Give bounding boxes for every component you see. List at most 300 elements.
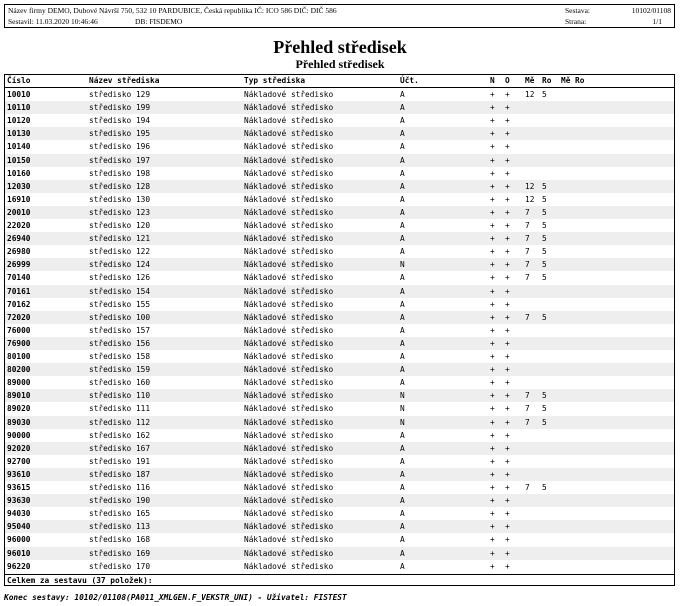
cell-name: středisko 120	[89, 221, 151, 230]
cell-name: středisko 160	[89, 378, 151, 388]
cell-account: A	[400, 181, 405, 191]
cell-type: Nákladové středisko	[244, 234, 334, 244]
cell-number: 10140	[7, 142, 31, 152]
table-row	[5, 285, 674, 298]
cell-type: Nákladové středisko	[244, 194, 334, 204]
cell-account: A	[400, 561, 405, 571]
table-total	[5, 574, 674, 587]
cell-o: +	[505, 391, 510, 401]
cell-type: Nákladové středisko	[244, 103, 334, 113]
cell-name: středisko 195	[89, 129, 151, 139]
table-row	[5, 507, 674, 520]
report-title: Přehled středisek	[273, 37, 407, 57]
cell-o: +	[505, 365, 510, 375]
cell-number: 76000	[7, 325, 31, 335]
cell-year: 5	[542, 404, 547, 414]
table-row	[5, 494, 674, 507]
cell-month: 7	[525, 273, 530, 283]
cell-account: A	[400, 378, 405, 388]
cost-centers-table	[4, 74, 675, 586]
table-row	[5, 324, 674, 337]
cell-month: 7	[525, 404, 530, 414]
cell-account: A	[400, 194, 405, 204]
cell-month: 7	[525, 221, 530, 230]
cell-number: 90000	[7, 430, 31, 440]
created-by: Sestavil: 11.03.2020 10:46:46	[8, 17, 98, 26]
company-info: Název firmy DEMO, Dubové Návrší 750, 532 10 PARDUBICE, Česká republika IČ: ICO 586 DIČ: DIČ 586	[8, 6, 337, 15]
table-row	[5, 363, 674, 376]
cell-n: +	[490, 168, 495, 178]
cell-n: +	[490, 469, 495, 479]
report-id-label: Sestava:	[565, 6, 590, 15]
cell-o: +	[505, 286, 510, 296]
cell-number: 70162	[7, 299, 31, 309]
cell-number: 80200	[7, 365, 31, 375]
cell-n: +	[490, 312, 495, 322]
cell-n: +	[490, 207, 495, 217]
cell-o: +	[505, 443, 510, 453]
cell-account: A	[400, 509, 405, 519]
cell-type: Nákladové středisko	[244, 299, 334, 309]
cell-number: 70140	[7, 273, 31, 283]
cell-o: +	[505, 273, 510, 283]
cell-account: A	[400, 247, 405, 257]
cell-account: A	[400, 142, 405, 152]
cell-account: N	[400, 260, 405, 270]
cell-n: +	[490, 299, 495, 309]
cell-type: Nákladové středisko	[244, 221, 334, 230]
database-name: DB: FISDEMO	[135, 17, 183, 26]
cell-type: Nákladové středisko	[244, 116, 334, 126]
cell-month: 7	[525, 234, 530, 244]
cell-name: středisko 159	[89, 365, 151, 375]
cell-number: 89030	[7, 417, 31, 427]
cell-name: středisko 169	[89, 548, 151, 558]
cell-type: Nákladové středisko	[244, 155, 334, 165]
cell-account: A	[400, 155, 405, 165]
cell-n: +	[490, 103, 495, 113]
cell-o: +	[505, 181, 510, 191]
cell-o: +	[505, 417, 510, 427]
cell-year: 5	[542, 273, 547, 283]
table-header	[5, 75, 674, 88]
cell-year: 5	[542, 312, 547, 322]
cell-name: středisko 191	[89, 456, 151, 466]
cell-number: 93615	[7, 483, 31, 492]
cell-n: +	[490, 417, 495, 427]
cell-o: +	[505, 142, 510, 152]
cell-name: středisko 111	[89, 404, 151, 414]
cell-type: Nákladové středisko	[244, 338, 334, 348]
cell-o: +	[505, 509, 510, 519]
table-row	[5, 140, 674, 153]
cell-type: Nákladové středisko	[244, 352, 334, 361]
table-row	[5, 468, 674, 481]
cell-o: +	[505, 338, 510, 348]
cell-n: +	[490, 181, 495, 191]
cell-o: +	[505, 561, 510, 571]
cell-name: středisko 165	[89, 509, 151, 519]
cell-number: 10150	[7, 155, 31, 165]
cell-n: +	[490, 325, 495, 335]
cell-number: 89020	[7, 404, 31, 414]
cell-o: +	[505, 207, 510, 217]
cell-month: 7	[525, 483, 530, 492]
cell-account: A	[400, 325, 405, 335]
cell-name: středisko 198	[89, 168, 151, 178]
table-row	[5, 101, 674, 114]
cell-name: středisko 194	[89, 116, 151, 126]
cell-o: +	[505, 116, 510, 126]
cell-number: 26940	[7, 234, 31, 244]
cell-number: 92700	[7, 456, 31, 466]
col-header-year-1: Ro	[542, 76, 552, 85]
table-row	[5, 180, 674, 193]
cell-type: Nákladové středisko	[244, 430, 334, 440]
cell-account: A	[400, 535, 405, 545]
cell-number: 26999	[7, 260, 31, 270]
cell-number: 94030	[7, 509, 31, 519]
cell-number: 80100	[7, 352, 31, 361]
cell-o: +	[505, 234, 510, 244]
col-header-year-2: Ro	[575, 76, 585, 85]
cell-number: 89010	[7, 391, 31, 401]
col-header-n: N	[490, 76, 495, 85]
cell-n: +	[490, 155, 495, 165]
cell-n: +	[490, 247, 495, 257]
cell-type: Nákladové středisko	[244, 483, 334, 492]
cell-n: +	[490, 338, 495, 348]
cell-name: středisko 129	[89, 90, 151, 99]
cell-n: +	[490, 509, 495, 519]
cell-name: středisko 110	[89, 391, 151, 401]
table-row	[5, 127, 674, 140]
col-header-month-1: Mě	[525, 76, 535, 85]
cell-type: Nákladové středisko	[244, 142, 334, 152]
cell-month: 7	[525, 312, 530, 322]
cell-month: 12	[525, 194, 535, 204]
cell-o: +	[505, 312, 510, 322]
cell-name: středisko 121	[89, 234, 151, 244]
cell-type: Nákladové středisko	[244, 404, 334, 414]
cell-number: 10010	[7, 90, 31, 99]
cell-n: +	[490, 116, 495, 126]
cell-number: 96000	[7, 535, 31, 545]
cell-o: +	[505, 155, 510, 165]
cell-year: 5	[542, 417, 547, 427]
cell-year: 5	[542, 207, 547, 217]
cell-name: středisko 155	[89, 299, 151, 309]
cell-n: +	[490, 129, 495, 139]
cell-account: A	[400, 312, 405, 322]
table-row	[5, 167, 674, 180]
table-row	[5, 350, 674, 363]
table-row	[5, 219, 674, 232]
cell-number: 96220	[7, 561, 31, 571]
cell-account: N	[400, 417, 405, 427]
cell-o: +	[505, 129, 510, 139]
cell-name: středisko 128	[89, 181, 151, 191]
cell-account: A	[400, 299, 405, 309]
cell-type: Nákladové středisko	[244, 273, 334, 283]
table-row	[5, 416, 674, 429]
table-row	[5, 429, 674, 442]
cell-account: A	[400, 338, 405, 348]
cell-account: A	[400, 443, 405, 453]
cell-account: A	[400, 469, 405, 479]
cell-number: 20010	[7, 207, 31, 217]
cell-account: A	[400, 286, 405, 296]
cell-o: +	[505, 352, 510, 361]
table-row	[5, 245, 674, 258]
cell-n: +	[490, 548, 495, 558]
cell-type: Nákladové středisko	[244, 129, 334, 139]
cell-number: 72020	[7, 312, 31, 322]
table-row	[5, 389, 674, 402]
cell-number: 92020	[7, 443, 31, 453]
cell-number: 95040	[7, 522, 31, 532]
cell-account: A	[400, 234, 405, 244]
cell-name: středisko 124	[89, 260, 151, 270]
cell-year: 5	[542, 247, 547, 257]
cell-month: 12	[525, 181, 535, 191]
cell-n: +	[490, 234, 495, 244]
cell-n: +	[490, 483, 495, 492]
cell-o: +	[505, 496, 510, 506]
cell-n: +	[490, 352, 495, 361]
cell-n: +	[490, 443, 495, 453]
cell-o: +	[505, 194, 510, 204]
col-header-number: Číslo	[7, 76, 31, 85]
cell-type: Nákladové středisko	[244, 535, 334, 545]
table-row	[5, 298, 674, 311]
cell-name: středisko 162	[89, 430, 151, 440]
cell-type: Nákladové středisko	[244, 469, 334, 479]
cell-type: Nákladové středisko	[244, 312, 334, 322]
cell-number: 76900	[7, 338, 31, 348]
table-row	[5, 481, 674, 494]
cell-type: Nákladové středisko	[244, 443, 334, 453]
cell-account: A	[400, 548, 405, 558]
cell-name: středisko 190	[89, 496, 151, 506]
cell-type: Nákladové středisko	[244, 417, 334, 427]
cell-account: A	[400, 352, 405, 361]
cell-name: středisko 168	[89, 535, 151, 545]
cell-type: Nákladové středisko	[244, 522, 334, 532]
cell-o: +	[505, 430, 510, 440]
page-label: Strana:	[565, 17, 587, 26]
cell-n: +	[490, 365, 495, 375]
cell-type: Nákladové středisko	[244, 168, 334, 178]
cell-o: +	[505, 260, 510, 270]
cell-o: +	[505, 90, 510, 99]
table-row	[5, 114, 674, 127]
table-row	[5, 547, 674, 560]
cell-type: Nákladové středisko	[244, 247, 334, 257]
cell-month: 7	[525, 417, 530, 427]
cell-number: 16910	[7, 194, 31, 204]
cell-name: středisko 167	[89, 443, 151, 453]
cell-account: N	[400, 404, 405, 414]
table-row	[5, 402, 674, 415]
cell-name: středisko 100	[89, 312, 151, 322]
cell-year: 5	[542, 391, 547, 401]
cell-month: 7	[525, 391, 530, 401]
col-header-type: Typ střediska	[244, 76, 306, 85]
table-row	[5, 520, 674, 533]
cell-o: +	[505, 299, 510, 309]
table-row	[5, 206, 674, 219]
cell-name: středisko 170	[89, 561, 151, 571]
cell-account: A	[400, 522, 405, 532]
table-row	[5, 88, 674, 101]
cell-account: A	[400, 90, 405, 99]
cell-number: 12030	[7, 181, 31, 191]
cell-account: A	[400, 221, 405, 230]
cell-number: 10160	[7, 168, 31, 178]
cell-number: 89000	[7, 378, 31, 388]
cell-account: A	[400, 207, 405, 217]
cell-account: A	[400, 116, 405, 126]
cell-n: +	[490, 535, 495, 545]
cell-type: Nákladové středisko	[244, 509, 334, 519]
col-header-name: Název střediska	[89, 76, 160, 85]
table-row	[5, 455, 674, 468]
table-row	[5, 337, 674, 350]
cell-n: +	[490, 378, 495, 388]
cell-name: středisko 156	[89, 338, 151, 348]
cell-month: 7	[525, 207, 530, 217]
cell-o: +	[505, 404, 510, 414]
cell-type: Nákladové středisko	[244, 456, 334, 466]
page-value: 1/1	[652, 17, 662, 26]
cell-account: A	[400, 129, 405, 139]
cell-month: 12	[525, 90, 535, 99]
cell-n: +	[490, 286, 495, 296]
cell-name: středisko 197	[89, 155, 151, 165]
cell-o: +	[505, 456, 510, 466]
cell-n: +	[490, 456, 495, 466]
cell-type: Nákladové středisko	[244, 378, 334, 388]
cell-name: středisko 158	[89, 352, 151, 361]
report-footer: Konec sestavy: 10102/01108(PA011_XMLGEN.F_VEKSTR_UNI) - Uživatel: FISTEST	[4, 593, 347, 602]
cell-number: 96010	[7, 548, 31, 558]
cell-year: 5	[542, 221, 547, 230]
cell-number: 26980	[7, 247, 31, 257]
cell-name: středisko 199	[89, 103, 151, 113]
cell-account: A	[400, 496, 405, 506]
cell-number: 93630	[7, 496, 31, 506]
cell-number: 10120	[7, 116, 31, 126]
table-row	[5, 560, 674, 573]
table-row	[5, 271, 674, 284]
table-row	[5, 533, 674, 546]
cell-name: středisko 123	[89, 207, 151, 217]
cell-o: +	[505, 535, 510, 545]
cell-type: Nákladové středisko	[244, 260, 334, 270]
cell-o: +	[505, 483, 510, 492]
report-subtitle: Přehled středisek	[295, 57, 385, 71]
cell-o: +	[505, 168, 510, 178]
cell-n: +	[490, 260, 495, 270]
col-header-account: Účt.	[400, 76, 419, 85]
cell-n: +	[490, 391, 495, 401]
table-row	[5, 311, 674, 324]
table-row	[5, 154, 674, 167]
cell-n: +	[490, 273, 495, 283]
cell-year: 5	[542, 483, 547, 492]
cell-year: 5	[542, 90, 547, 99]
cell-account: N	[400, 391, 405, 401]
cell-type: Nákladové středisko	[244, 90, 334, 99]
cell-o: +	[505, 221, 510, 230]
cell-type: Nákladové středisko	[244, 561, 334, 571]
table-row	[5, 193, 674, 206]
cell-type: Nákladové středisko	[244, 207, 334, 217]
cell-number: 22020	[7, 221, 31, 230]
cell-number: 10110	[7, 103, 31, 113]
cell-type: Nákladové středisko	[244, 391, 334, 401]
cell-name: středisko 130	[89, 194, 151, 204]
table-row	[5, 232, 674, 245]
cell-n: +	[490, 496, 495, 506]
cell-number: 10130	[7, 129, 31, 139]
table-row	[5, 442, 674, 455]
cell-n: +	[490, 221, 495, 230]
cell-type: Nákladové středisko	[244, 286, 334, 296]
cell-o: +	[505, 103, 510, 113]
report-header	[4, 4, 675, 28]
cell-name: středisko 196	[89, 142, 151, 152]
cell-type: Nákladové středisko	[244, 181, 334, 191]
cell-account: A	[400, 483, 405, 492]
cell-o: +	[505, 247, 510, 257]
cell-year: 5	[542, 181, 547, 191]
cell-account: A	[400, 456, 405, 466]
cell-number: 70161	[7, 286, 31, 296]
cell-name: středisko 187	[89, 469, 151, 479]
cell-name: středisko 113	[89, 522, 151, 532]
cell-o: +	[505, 522, 510, 532]
cell-name: středisko 122	[89, 247, 151, 257]
cell-name: středisko 157	[89, 325, 151, 335]
cell-account: A	[400, 430, 405, 440]
total-label: Celkem za sestavu (37 položek):	[7, 576, 153, 585]
cell-month: 7	[525, 260, 530, 270]
cell-name: středisko 116	[89, 483, 151, 492]
cell-n: +	[490, 522, 495, 532]
cell-number: 93610	[7, 469, 31, 479]
cell-n: +	[490, 404, 495, 414]
report-id-value: 10102/01108	[631, 6, 671, 15]
cell-o: +	[505, 469, 510, 479]
cell-name: středisko 112	[89, 417, 151, 427]
cell-o: +	[505, 548, 510, 558]
cell-n: +	[490, 142, 495, 152]
cell-account: A	[400, 168, 405, 178]
cell-type: Nákladové středisko	[244, 365, 334, 375]
cell-type: Nákladové středisko	[244, 496, 334, 506]
cell-account: A	[400, 273, 405, 283]
cell-year: 5	[542, 194, 547, 204]
cell-n: +	[490, 90, 495, 99]
cell-type: Nákladové středisko	[244, 548, 334, 558]
cell-o: +	[505, 325, 510, 335]
cell-month: 7	[525, 247, 530, 257]
cell-o: +	[505, 378, 510, 388]
cell-type: Nákladové středisko	[244, 325, 334, 335]
cell-n: +	[490, 430, 495, 440]
